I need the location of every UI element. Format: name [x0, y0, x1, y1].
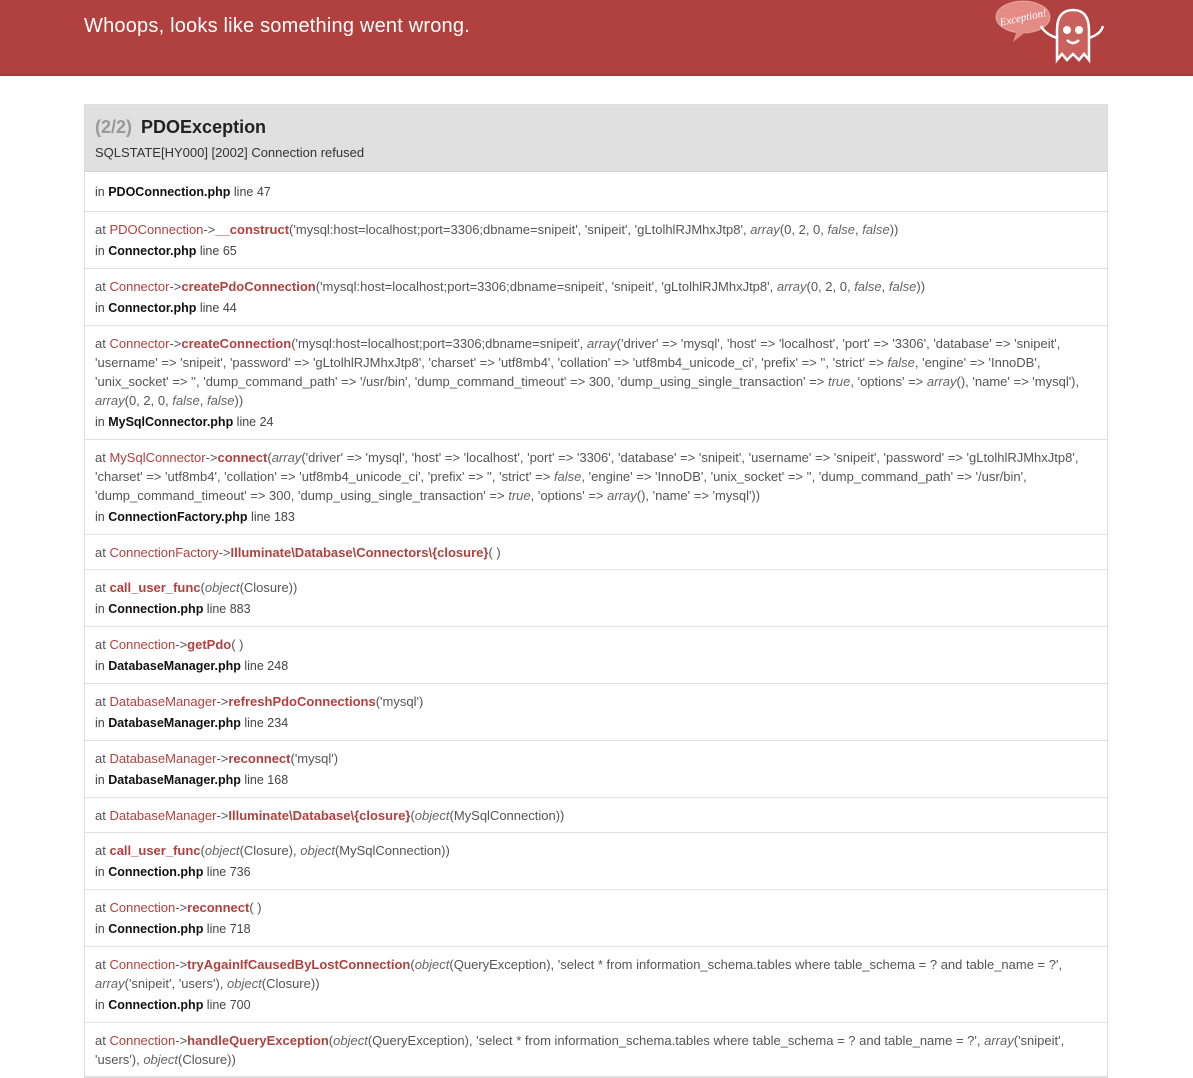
- frame-args: , 'options' =>: [530, 488, 608, 503]
- frame-location: [95, 714, 1097, 733]
- frame-args: ('mysql'): [290, 751, 339, 766]
- frame-arg-type: false: [827, 222, 855, 237]
- frame-line-label: line: [203, 602, 230, 616]
- frame-args: (Closure)): [178, 1052, 236, 1067]
- frame-at: at: [95, 694, 110, 709]
- frame-line: 718: [229, 922, 251, 936]
- frame-args: (0, 2, 0,: [124, 393, 173, 408]
- frame-file: Connection.php: [108, 865, 204, 879]
- frame-in: in: [95, 301, 109, 315]
- frame-arg-type: false: [887, 355, 915, 370]
- ghost-mascot-icon: [995, 0, 1110, 71]
- exception-class: PDOException: [141, 117, 267, 137]
- frame-args: (: [200, 580, 205, 595]
- frame-line-label: line: [230, 185, 257, 199]
- frame-line-label: line: [196, 301, 223, 315]
- stack-frame[interactable]: [85, 798, 1107, 833]
- frame-arrow: ->: [175, 637, 188, 652]
- frame-call: [95, 898, 1097, 917]
- frame-in: in: [95, 602, 109, 616]
- frame-class: Connection: [109, 1033, 176, 1048]
- stack-trace: [85, 172, 1107, 1077]
- frame-file: Connection.php: [108, 998, 204, 1012]
- frame-class: Connector: [109, 336, 170, 351]
- frame-in: in: [95, 773, 109, 787]
- stack-frame[interactable]: [85, 570, 1107, 627]
- frame-call: [95, 692, 1097, 711]
- frame-args: 'mysql:host=localhost;port=3306;dbname=snipeit', 'snipeit', 'gLtolhlRJMhxJtp8',: [293, 222, 751, 237]
- frame-location: [95, 920, 1097, 939]
- frame-location: [95, 771, 1097, 790]
- frame-in: in: [95, 922, 109, 936]
- stack-frame[interactable]: [85, 684, 1107, 741]
- frame-file: ConnectionFactory.php: [108, 510, 248, 524]
- stack-frame[interactable]: [85, 326, 1107, 440]
- frame-line-label: line: [247, 510, 274, 524]
- frame-arg-type: object: [204, 580, 240, 595]
- frame-arg-type: false: [553, 469, 582, 484]
- frame-arg-type: object: [414, 808, 450, 823]
- frame-arg-type: false: [172, 393, 200, 408]
- frame-class: MySqlConnector: [109, 450, 206, 465]
- frame-line: 736: [229, 865, 251, 879]
- frame-args: (), 'name' => 'mysql'),: [956, 374, 1080, 389]
- frame-args: ('driver' => 'mysql', 'host' => 'localhost', 'port' => '3306', 'database' => 'snipeit', 'username' => 'snipeit', 'password' => 'gLtolhlRJMhxJtp8', 'charset' => 'utf8mb4', 'collation' => 'utf8mb4_unicode_ci', 'prefix' => '', 'strict' =>: [95, 336, 1061, 370]
- frame-function: getPdo: [187, 637, 232, 652]
- frame-call: [95, 635, 1097, 654]
- frame-args: , 'engine' => 'InnoDB', 'unix_socket' => '', 'dump_command_path' => '/usr/bin', 'dump_command_timeout' => 300, 'dump_using_single_transaction' =>: [95, 469, 1027, 503]
- frame-call: [95, 543, 1097, 562]
- frame-function: tryAgainIfCausedByLostConnection: [187, 957, 411, 972]
- frame-arrow: ->: [169, 336, 182, 351]
- frame-arg-type: array: [607, 488, 637, 503]
- stack-frame[interactable]: [85, 269, 1107, 326]
- frame-call: [95, 578, 1097, 597]
- frame-function: call_user_func: [109, 843, 201, 858]
- frame-at: at: [95, 279, 110, 294]
- frame-arrow: ->: [216, 808, 229, 823]
- frame-args: (0, 2, 0,: [806, 279, 855, 294]
- frame-line-label: line: [240, 659, 268, 673]
- frame-line: 234: [267, 716, 289, 730]
- frame-call: [95, 220, 1097, 239]
- frame-function: call_user_func: [109, 580, 201, 595]
- error-header-bar: [0, 0, 1193, 76]
- frame-location: [95, 183, 1097, 202]
- frame-at: at: [95, 843, 110, 858]
- frame-line: 65: [222, 244, 237, 258]
- frame-arrow: ->: [216, 694, 229, 709]
- frame-args: )): [889, 222, 899, 237]
- frame-at: at: [95, 637, 110, 652]
- stack-frame[interactable]: [85, 1023, 1107, 1077]
- stack-frame[interactable]: [85, 627, 1107, 684]
- frame-line-label: line: [203, 865, 230, 879]
- frame-arg-type: true: [827, 374, 851, 389]
- frame-args: (: [200, 843, 205, 858]
- frame-class: Connector: [109, 279, 170, 294]
- frame-arg-type: object: [143, 1052, 179, 1067]
- frame-in: in: [95, 865, 109, 879]
- frame-arg-type: false: [862, 222, 890, 237]
- frame-args: (0, 2, 0,: [779, 222, 828, 237]
- frame-arg-type: object: [333, 1033, 368, 1048]
- frame-in: in: [95, 244, 109, 258]
- frame-args: (: [328, 1033, 334, 1048]
- frame-arrow: ->: [216, 751, 229, 766]
- stack-frame[interactable]: [85, 212, 1107, 269]
- exception-message: SQLSTATE[HY000] [2002] Connection refused: [95, 145, 365, 160]
- frame-arrow: ->: [205, 450, 218, 465]
- exception-panel: [84, 104, 1108, 1078]
- frame-arg-type: array: [95, 393, 125, 408]
- frame-arg-type: true: [508, 488, 531, 503]
- frame-at: at: [95, 545, 110, 560]
- stack-frame[interactable]: [85, 440, 1107, 535]
- frame-arg-type: array: [984, 1033, 1014, 1048]
- stack-frame[interactable]: [85, 535, 1107, 570]
- frame-call: [95, 448, 1097, 505]
- frame-arg-type: array: [95, 976, 125, 991]
- frame-file: DatabaseManager.php: [108, 773, 241, 787]
- frame-args: ( ): [231, 637, 244, 652]
- frame-args: (MySqlConnection)): [334, 843, 450, 858]
- frame-line-label: line: [196, 244, 223, 258]
- frame-function: createPdoConnection: [181, 279, 316, 294]
- frame-in: in: [95, 415, 109, 429]
- exception-count: (2/2): [95, 117, 133, 137]
- page-title: Whoops, looks like something went wrong.: [84, 15, 470, 37]
- frame-args: ,: [881, 279, 889, 294]
- frame-file: DatabaseManager.php: [108, 659, 241, 673]
- frame-args: (QueryException), 'select * from information_schema.tables where table_schema = ? and table_name = ?',: [449, 957, 1063, 972]
- frame-line-label: line: [240, 716, 268, 730]
- frame-location: [95, 600, 1097, 619]
- frame-function: handleQueryException: [187, 1033, 329, 1048]
- frame-args: ,: [199, 393, 208, 408]
- frame-args: ('mysql:host=localhost;port=3306;dbname=snipeit',: [291, 336, 588, 351]
- frame-function: Illuminate\Database\Connectors\{closure}: [230, 545, 489, 560]
- frame-file: Connection.php: [108, 602, 204, 616]
- frame-at: at: [95, 900, 110, 915]
- frame-args: ( ): [488, 545, 501, 560]
- frame-args: (QueryException), 'select * from information_schema.tables where table_schema = ? and table_name = ?',: [367, 1033, 985, 1048]
- frame-arrow: ->: [218, 545, 231, 560]
- frame-at: at: [95, 336, 110, 351]
- frame-args: (MySqlConnection)): [449, 808, 565, 823]
- frame-at: at: [95, 1033, 110, 1048]
- frame-in: in: [95, 998, 109, 1012]
- frame-args: )): [916, 279, 926, 294]
- frame-arg-type: object: [414, 957, 450, 972]
- frame-class: PDOConnection: [109, 222, 204, 237]
- frame-call: [95, 955, 1097, 993]
- stack-frame[interactable]: [85, 741, 1107, 798]
- frame-arg-type: array: [776, 279, 807, 294]
- frame-args: (: [410, 808, 415, 823]
- frame-args: , 'engine' => 'InnoDB', 'unix_socket' => '', 'dump_command_path' => '/usr/bin', 'dump_command_timeout' => 300, 'dump_using_single_transaction' =>: [95, 355, 1041, 389]
- frame-in: in: [95, 716, 109, 730]
- frame-arg-type: object: [300, 843, 335, 858]
- frame-arrow: ->: [169, 279, 182, 294]
- frame-call: [95, 277, 1097, 296]
- frame-line: 47: [256, 185, 271, 199]
- frame-at: at: [95, 450, 110, 465]
- frame-args: ,: [854, 222, 863, 237]
- frame-arrow: ->: [175, 900, 188, 915]
- frame-call: [95, 841, 1097, 860]
- frame-function: reconnect: [187, 900, 250, 915]
- frame-class: ConnectionFactory: [109, 545, 219, 560]
- frame-file: Connector.php: [108, 301, 197, 315]
- frame-args: ('snipeit', 'users'),: [124, 976, 228, 991]
- frame-function: Illuminate\Database\{closure}: [228, 808, 411, 823]
- frame-function: __construct: [215, 222, 290, 237]
- frame-at: at: [95, 957, 110, 972]
- frame-at: at: [95, 751, 110, 766]
- frame-line: 168: [267, 773, 289, 787]
- frame-location: [95, 508, 1097, 527]
- frame-in: in: [95, 510, 109, 524]
- frame-function: createConnection: [181, 336, 292, 351]
- frame-location: [95, 996, 1097, 1015]
- exception-header: [85, 105, 1107, 172]
- frame-function: reconnect: [228, 751, 291, 766]
- frame-arg-type: array: [587, 336, 617, 351]
- frame-line-label: line: [203, 998, 230, 1012]
- frame-in: in: [95, 185, 109, 199]
- frame-line: 700: [229, 998, 251, 1012]
- frame-args: ('mysql:host=localhost;port=3306;dbname=snipeit', 'snipeit', 'gLtolhlRJMhxJtp8',: [315, 279, 777, 294]
- frame-call: [95, 1031, 1097, 1069]
- frame-args: ('driver' => 'mysql', 'host' => 'localhost', 'port' => '3306', 'database' => 'snipeit', 'username' => 'snipeit', 'password' => 'gLtolhlRJMhxJtp8', 'charset' => 'utf8mb4', 'collation' => 'utf8mb4_unicode_ci', 'prefix' => '', 'strict' =>: [95, 450, 1079, 484]
- frame-location: [95, 863, 1097, 882]
- frame-at: at: [95, 580, 110, 595]
- frame-function: refreshPdoConnections: [228, 694, 376, 709]
- frame-args: (: [289, 222, 294, 237]
- frame-arg-type: array: [926, 374, 957, 389]
- stack-frame[interactable]: [85, 947, 1107, 1023]
- frame-args: (Closure)): [261, 976, 320, 991]
- frame-line: 24: [259, 415, 274, 429]
- frame-class: DatabaseManager: [109, 751, 217, 766]
- frame-args: (Closure),: [239, 843, 301, 858]
- frame-arrow: ->: [203, 222, 216, 237]
- frame-file: MySqlConnector.php: [108, 415, 234, 429]
- frame-file: Connector.php: [108, 244, 197, 258]
- frame-line-label: line: [203, 922, 230, 936]
- frame-args: ( ): [249, 900, 262, 915]
- stack-frame[interactable]: [85, 890, 1107, 947]
- frame-arrow: ->: [175, 1033, 188, 1048]
- frame-call: [95, 806, 1097, 825]
- frame-location: [95, 299, 1097, 318]
- frame-args: , 'options' =>: [850, 374, 927, 389]
- frame-arg-type: object: [204, 843, 240, 858]
- frame-file: PDOConnection.php: [108, 185, 231, 199]
- frame-args: ('mysql'): [375, 694, 424, 709]
- frame-line-label: line: [233, 415, 260, 429]
- frame-class: Connection: [109, 637, 176, 652]
- frame-call: [95, 749, 1097, 768]
- frame-class: DatabaseManager: [109, 808, 217, 823]
- frame-function: connect: [217, 450, 268, 465]
- stack-frame[interactable]: [85, 172, 1107, 212]
- frame-arg-type: object: [227, 976, 262, 991]
- frame-class: Connection: [109, 957, 176, 972]
- frame-arrow: ->: [175, 957, 188, 972]
- frame-line: 183: [273, 510, 295, 524]
- frame-in: in: [95, 659, 109, 673]
- frame-at: at: [95, 808, 110, 823]
- frame-arg-type: false: [207, 393, 235, 408]
- frame-args: ('snipeit', 'users'),: [95, 1033, 1065, 1067]
- frame-args: (: [267, 450, 272, 465]
- frame-location: [95, 657, 1097, 676]
- frame-line: 248: [267, 659, 289, 673]
- frame-class: DatabaseManager: [109, 694, 217, 709]
- frame-arg-type: array: [750, 222, 780, 237]
- frame-line: 883: [229, 602, 251, 616]
- frame-args: (Closure)): [239, 580, 298, 595]
- frame-class: Connection: [109, 900, 176, 915]
- frame-line: 44: [222, 301, 237, 315]
- frame-arg-type: false: [854, 279, 882, 294]
- frame-file: Connection.php: [108, 922, 204, 936]
- frame-line-label: line: [240, 773, 268, 787]
- frame-location: [95, 413, 1097, 432]
- stack-frame[interactable]: [85, 833, 1107, 890]
- frame-args: (: [410, 957, 415, 972]
- frame-file: DatabaseManager.php: [108, 716, 241, 730]
- frame-at: at: [95, 222, 110, 237]
- frame-args: (), 'name' => 'mysql')): [636, 488, 761, 503]
- frame-location: [95, 242, 1097, 261]
- frame-call: [95, 334, 1097, 410]
- frame-arg-type: false: [888, 279, 917, 294]
- frame-arg-type: array: [271, 450, 302, 465]
- frame-args: )): [234, 393, 244, 408]
- svg-text:Exception!: Exception!: [998, 7, 1048, 29]
